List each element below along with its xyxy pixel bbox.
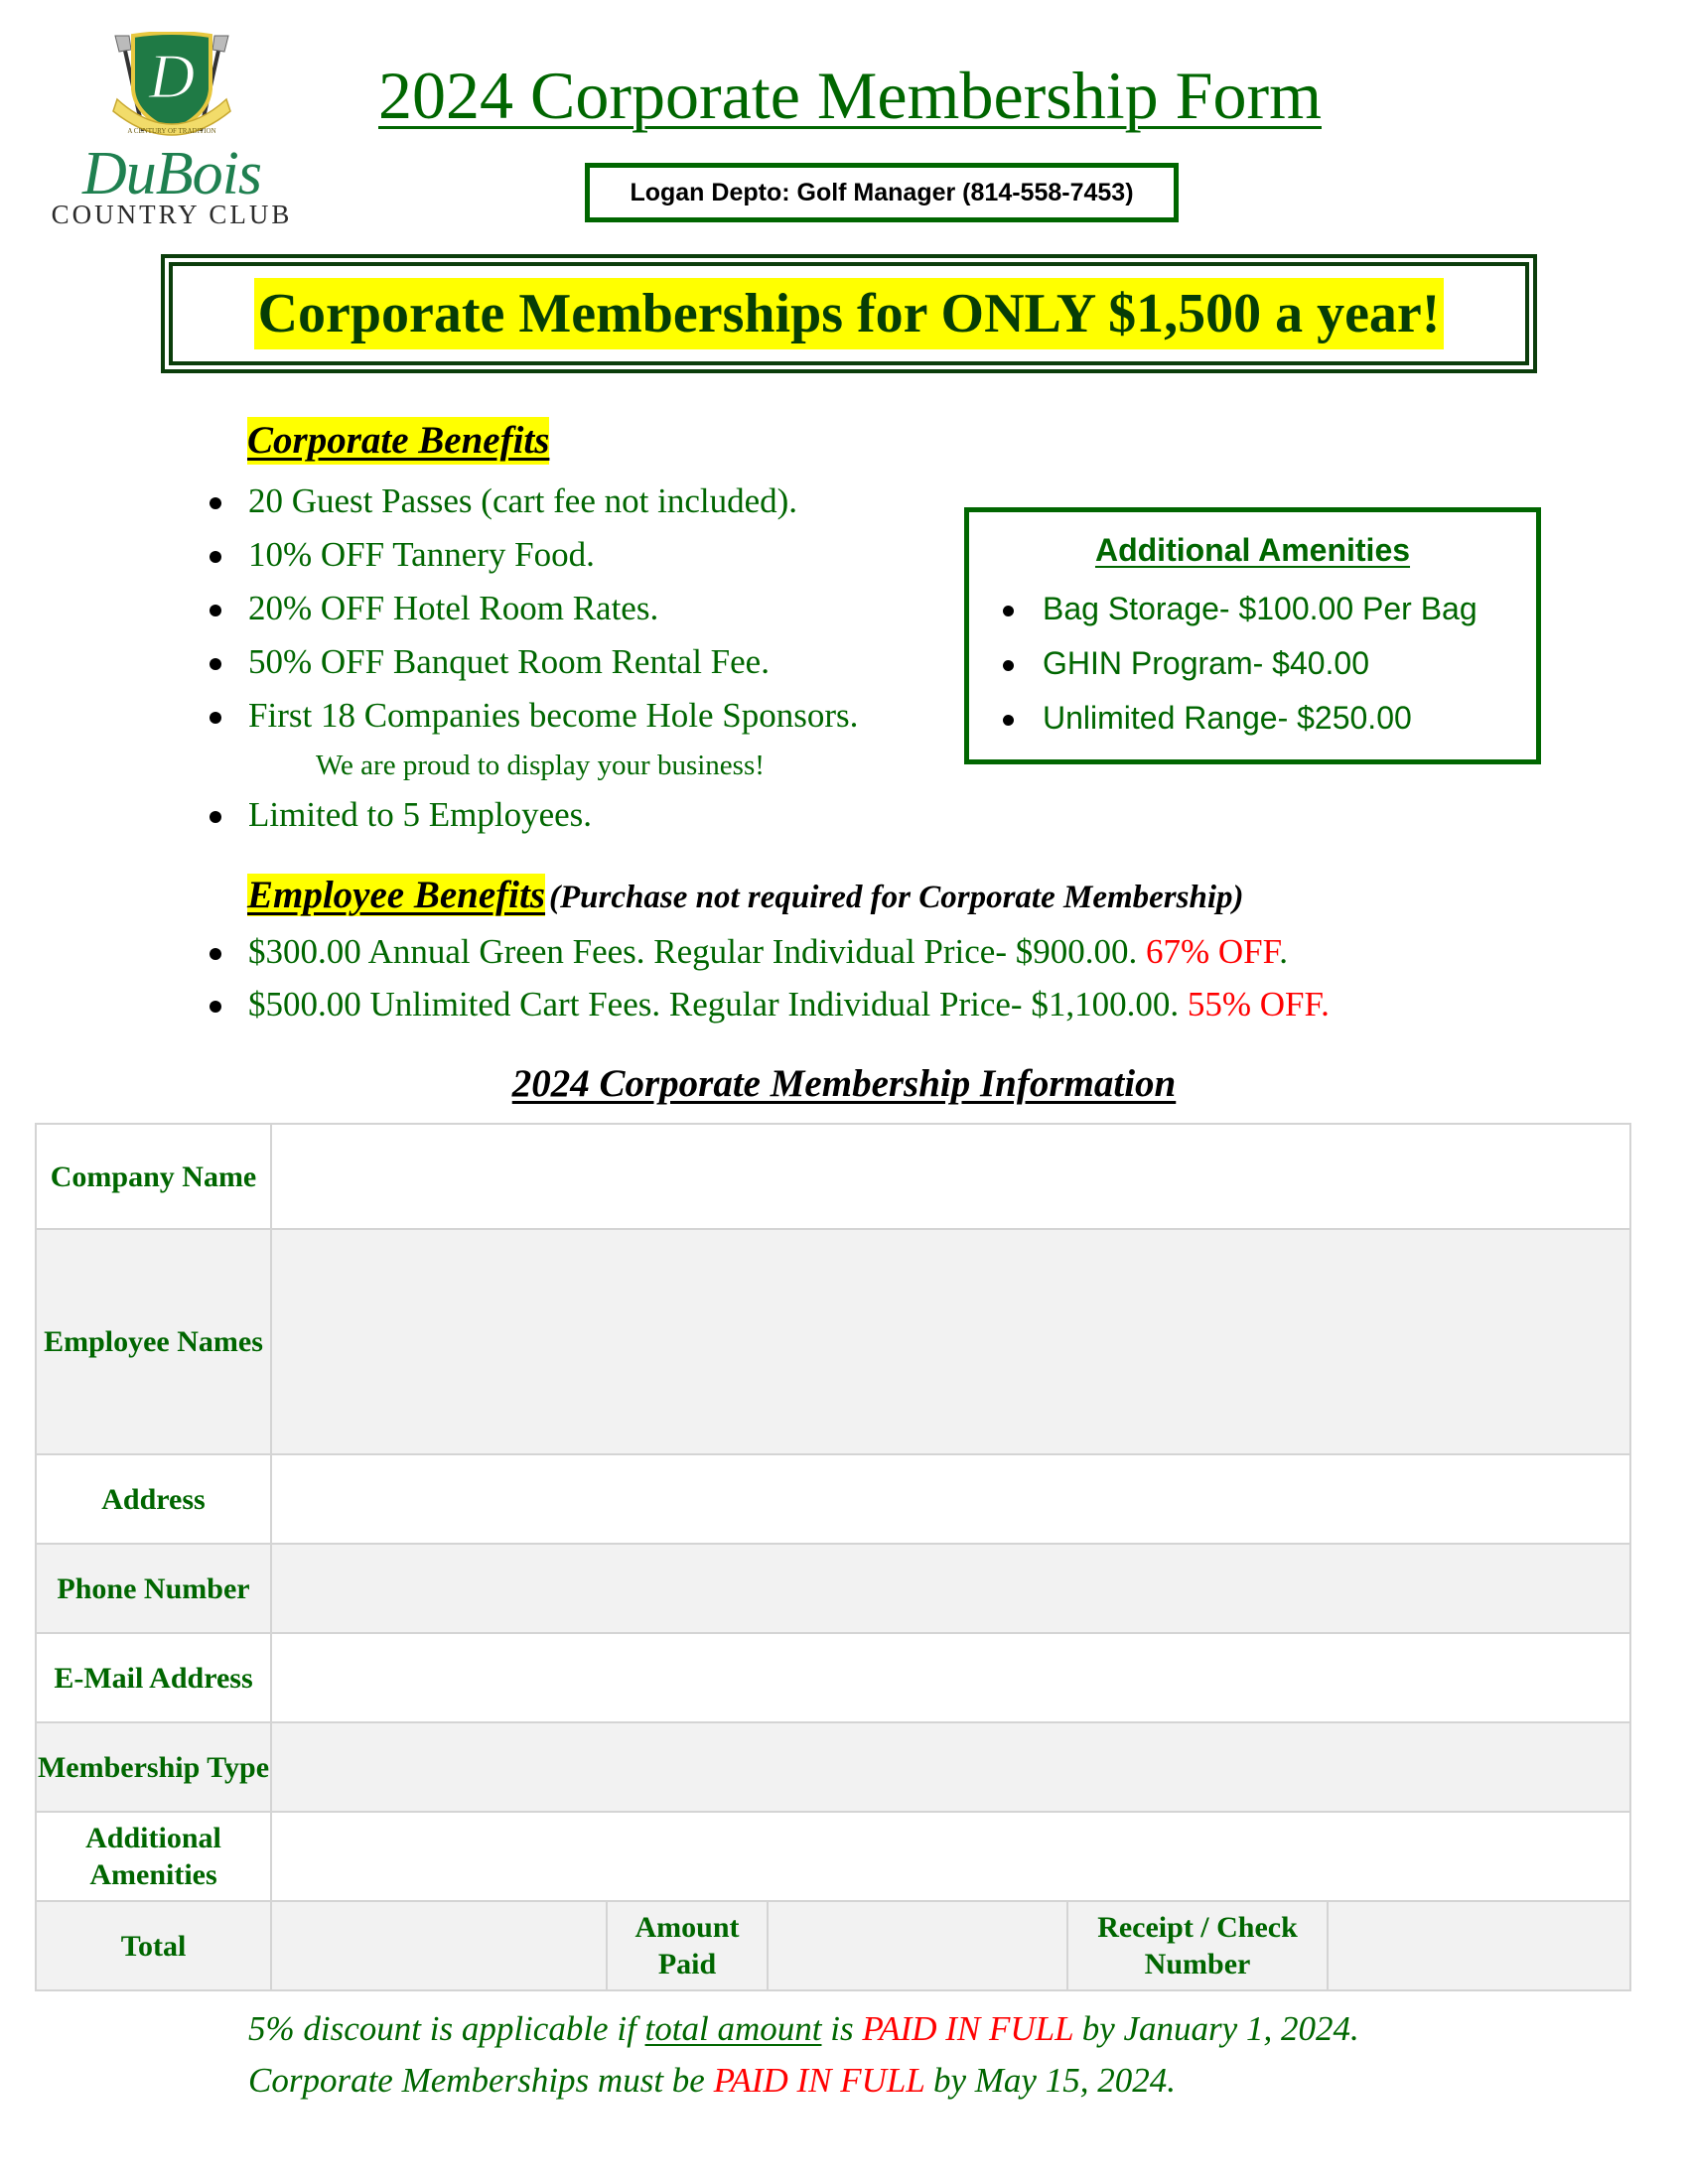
benefit-text: 50% OFF Banquet Room Rental Fee. xyxy=(248,642,770,681)
benefit-text: $500.00 Unlimited Cart Fees. Regular Individual Price- $1,100.00. xyxy=(248,985,1188,1024)
sponsor-note-text: We are proud to display your business! xyxy=(316,750,765,781)
terms-text: by January 1, 2024. xyxy=(1072,2009,1359,2048)
benefit-text: 10% OFF Tannery Food. xyxy=(248,535,595,574)
svg-text:D: D xyxy=(148,41,196,111)
terms-underlined-text: total amount xyxy=(644,2009,822,2048)
paid-in-full-text: PAID IN FULL xyxy=(713,2061,925,2100)
price-banner-text: Corporate Memberships for ONLY $1,500 a year! xyxy=(254,278,1445,349)
additional-amenities-box xyxy=(964,507,1541,764)
logo-subtitle: COUNTRY CLUB xyxy=(51,200,293,229)
bullet-icon xyxy=(210,811,221,823)
employee-benefits-note: (Purchase not required for Corporate Membership) xyxy=(549,880,1244,915)
contact-text: Logan Depto: Golf Manager (814-558-7453) xyxy=(630,178,1134,206)
total-label: Total xyxy=(36,1901,271,1990)
benefit-text: 20 Guest Passes (cart fee not included). xyxy=(248,481,798,520)
ribbon-text: A CENTURY OF TRADITION xyxy=(127,127,216,135)
company-name-field[interactable] xyxy=(272,1160,1629,1193)
price-banner xyxy=(161,254,1537,373)
club-crest-icon xyxy=(42,32,302,143)
bullet-icon xyxy=(1003,715,1014,726)
payment-terms xyxy=(248,2003,1359,2107)
info-section-title xyxy=(0,1060,1688,1108)
amount-paid-field[interactable] xyxy=(769,1929,1066,1963)
employee-names-cell xyxy=(271,1229,1630,1454)
table-row-total xyxy=(36,1901,1630,1990)
additional-amenities-field[interactable] xyxy=(272,1840,1629,1873)
info-section-title-text: 2024 Corporate Membership Information xyxy=(511,1062,1177,1105)
list-item xyxy=(248,978,1330,1030)
email-address-label: E-Mail Address xyxy=(36,1633,271,1722)
corporate-benefits-list xyxy=(248,475,858,842)
discount-terms-line xyxy=(248,2003,1359,2055)
membership-type-cell xyxy=(271,1722,1630,1812)
membership-type-label: Membership Type xyxy=(36,1722,271,1812)
terms-text: is xyxy=(821,2009,863,2048)
amenity-text: Unlimited Range- $250.00 xyxy=(1043,700,1412,736)
company-name-cell xyxy=(271,1124,1630,1229)
list-item xyxy=(248,788,858,842)
benefit-text: $300.00 Annual Green Fees. Regular Individual Price- $900.00. xyxy=(248,932,1146,971)
list-item xyxy=(248,528,858,582)
bullet-icon xyxy=(210,1001,221,1013)
table-row-membership-type xyxy=(36,1722,1630,1812)
membership-type-field[interactable] xyxy=(272,1750,1629,1784)
terms-text: Corporate Memberships must be xyxy=(248,2061,714,2100)
list-item xyxy=(1043,691,1477,746)
email-address-field[interactable] xyxy=(272,1661,1629,1695)
benefit-text: Limited to 5 Employees. xyxy=(248,795,593,834)
bullet-icon xyxy=(210,948,221,960)
company-name-label: Company Name xyxy=(36,1124,271,1229)
amount-paid-cell xyxy=(768,1901,1067,1990)
deadline-terms-line xyxy=(248,2055,1359,2107)
terms-text: by May 15, 2024. xyxy=(924,2061,1176,2100)
table-row-company-name xyxy=(36,1124,1630,1229)
sponsor-note xyxy=(248,743,858,788)
amount-paid-label: Amount Paid xyxy=(607,1901,768,1990)
bullet-icon xyxy=(210,658,221,670)
list-item xyxy=(248,925,1330,978)
receipt-check-number-label: Receipt / Check Number xyxy=(1067,1901,1328,1990)
benefit-text: 20% OFF Hotel Room Rates. xyxy=(248,589,659,627)
benefit-text: First 18 Companies become Hole Sponsors. xyxy=(248,696,859,735)
contact-box xyxy=(585,163,1179,222)
discount-text: 67% OFF xyxy=(1145,932,1280,971)
bullet-icon xyxy=(1003,606,1014,616)
table-row-address xyxy=(36,1454,1630,1544)
bullet-icon xyxy=(210,712,221,724)
employee-names-field[interactable] xyxy=(272,1305,1629,1373)
employee-benefits-heading-row xyxy=(247,872,1243,919)
total-cell xyxy=(271,1901,607,1990)
list-item xyxy=(1043,582,1477,636)
punctuation: . xyxy=(1279,932,1289,971)
price-banner-inner xyxy=(169,262,1529,365)
additional-amenities-list xyxy=(1043,582,1477,746)
receipt-check-number-cell xyxy=(1328,1901,1630,1990)
phone-number-label: Phone Number xyxy=(36,1544,271,1633)
club-logo xyxy=(42,32,302,229)
paid-in-full-text: PAID IN FULL xyxy=(862,2009,1073,2048)
logo-wordmark: DuBois xyxy=(82,140,261,207)
table-row-phone-number xyxy=(36,1544,1630,1633)
list-item xyxy=(248,475,858,528)
list-item xyxy=(248,689,858,743)
employee-benefits-heading: Employee Benefits xyxy=(247,874,546,916)
bullet-icon xyxy=(210,551,221,563)
address-label: Address xyxy=(36,1454,271,1544)
page-title: 2024 Corporate Membership Form xyxy=(378,58,1322,133)
list-item xyxy=(248,635,858,689)
email-address-cell xyxy=(271,1633,1630,1722)
discount-text: 55% OFF. xyxy=(1187,985,1330,1024)
employee-names-label: Employee Names xyxy=(36,1229,271,1454)
additional-amenities-cell xyxy=(271,1812,1630,1901)
list-item xyxy=(248,582,858,635)
membership-info-table xyxy=(35,1123,1631,1991)
receipt-check-number-field[interactable] xyxy=(1329,1929,1629,1963)
phone-number-cell xyxy=(271,1544,1630,1633)
additional-amenities-heading: Additional Amenities xyxy=(1094,532,1411,568)
bullet-icon xyxy=(210,605,221,616)
table-row-email-address xyxy=(36,1633,1630,1722)
address-field[interactable] xyxy=(272,1482,1629,1516)
list-item xyxy=(1043,636,1477,691)
amenity-text: GHIN Program- $40.00 xyxy=(1043,645,1370,681)
address-cell xyxy=(271,1454,1630,1544)
corporate-benefits-heading: Corporate Benefits xyxy=(247,417,549,465)
employee-benefits-list xyxy=(248,925,1330,1030)
table-row-additional-amenities xyxy=(36,1812,1630,1901)
terms-text: 5% discount is applicable if xyxy=(248,2009,645,2048)
bullet-icon xyxy=(1003,660,1014,671)
amenity-text: Bag Storage- $100.00 Per Bag xyxy=(1043,591,1477,626)
table-row-employee-names xyxy=(36,1229,1630,1454)
bullet-icon xyxy=(210,497,221,509)
total-field[interactable] xyxy=(272,1929,606,1963)
additional-amenities-label: Additional Amenities xyxy=(36,1812,271,1901)
phone-number-field[interactable] xyxy=(272,1571,1629,1605)
